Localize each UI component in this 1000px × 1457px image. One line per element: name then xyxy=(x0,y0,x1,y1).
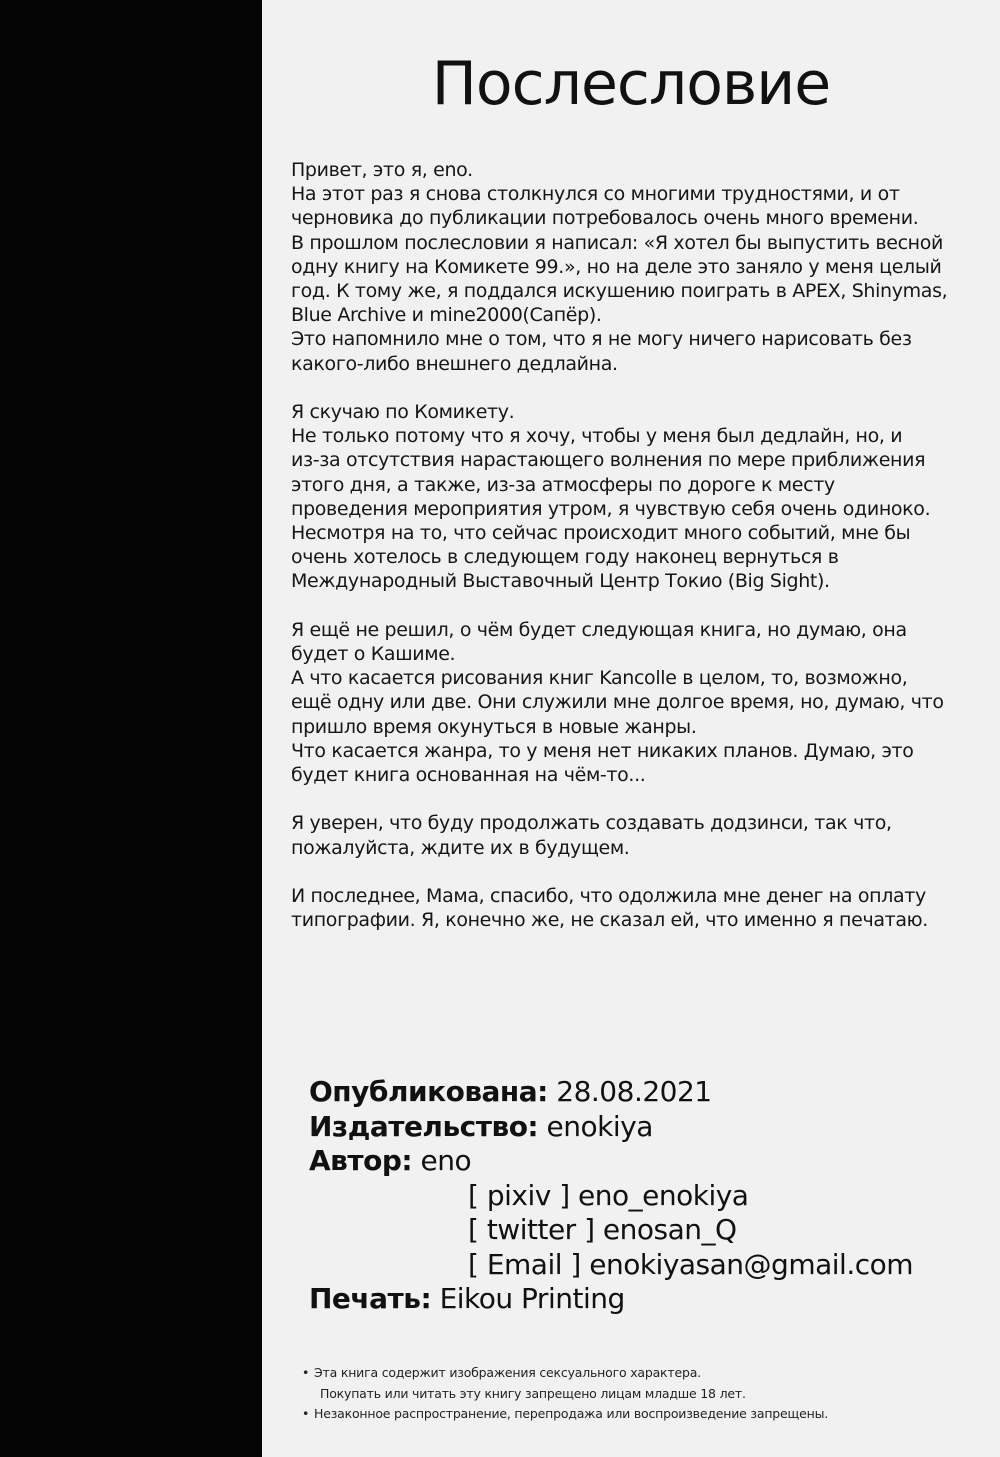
note-adult-text: Эта книга содержит изображения сексуального характера. xyxy=(314,1365,701,1380)
credit-twitter: [ twitter ] enosan_Q xyxy=(468,1213,737,1246)
credit-published-value: 28.08.2021 xyxy=(556,1075,712,1108)
credit-pixiv: [ pixiv ] eno_enokiya xyxy=(468,1178,749,1212)
note-distribution xyxy=(302,1404,962,1425)
credit-print-label: Печать: xyxy=(309,1282,432,1315)
paragraph-comiket: Я скучаю по Комикету. Не только потому что я хочу, чтобы у меня был дедлайн, но, и из-за отсутствия нарастающего волнения по мере приближения этого дня, а также, из-за атмосферы по дороге к месту проведения мероприятия утром, я чувствую себя очень одиноко. Несмотря на то, что сейчас происходит много событий, мне бы очень хотелось в следующем году наконец вернуться в Международный Выставочный Центр Токио (Big Sight). xyxy=(291,401,931,593)
credit-author xyxy=(309,1144,989,1179)
bullet-icon: • xyxy=(302,1406,310,1421)
note-distribution-text: Незаконное распространение, перепродажа или воспроизведение запрещены. xyxy=(314,1406,829,1421)
credit-print-value: Eikou Printing xyxy=(439,1282,625,1315)
paragraph-intro: Привет, это я, eno. На этот раз я снова столкнулся со многими трудностями, и от черновика до публикации потребовалось очень много времени. В прошлом послесловии я написал: «Я хотел бы выпустить весной одну книгу на Комикете 99.», но на деле это заняло у меня целый год. К тому же, я поддался искушению поиграть в APEX, Shinymas, Blue Archive и mine2000(Сапёр). Это напомнило мне о том, что я не могу ничего нарисовать без какого-либо внешнего дедлайна. xyxy=(291,159,948,375)
paragraph-next-book: Я ещё не решил, о чём будет следующая книга, но думаю, она будет о Кашиме. А что касается рисования книг Kancolle в целом, то, возможно, ещё одну или две. Они служили мне долгое время, но, думаю, что пришло время окунуться в новые жанры. Что касается жанра, то у меня нет никаких планов. Думаю, это будет книга основанная на чём-то... xyxy=(291,618,944,787)
note-adult-content xyxy=(302,1363,962,1384)
credit-author-label: Автор: xyxy=(309,1144,413,1177)
bullet-icon: • xyxy=(302,1365,310,1380)
page-title: Послесловие xyxy=(431,49,831,119)
paragraph-future: Я уверен, что буду продолжать создавать додзинси, так что, пожалуйста, ждите их в будущем. xyxy=(291,812,892,859)
afterword-text xyxy=(291,158,981,957)
credit-publisher-value: enokiya xyxy=(546,1109,653,1143)
credit-publisher-label: Издательство: xyxy=(309,1109,539,1143)
credit-email: [ Email ] enokiyasan@gmail.com xyxy=(468,1247,914,1281)
legal-notes xyxy=(302,1363,962,1425)
paragraph-thanks: И последнее, Мама, спасибо, что одолжила мне денег на оплату типографии. Я, конечно же, не сказал ей, что именно я печатаю. xyxy=(291,885,928,932)
credit-print xyxy=(309,1282,989,1317)
colophon xyxy=(309,1075,989,1317)
credit-published-label: Опубликована: xyxy=(309,1075,548,1108)
black-margin xyxy=(0,0,262,1457)
credit-published xyxy=(309,1075,989,1110)
note-age-restriction: Покупать или читать эту книгу запрещено лицам младше 18 лет. xyxy=(320,1385,746,1401)
credit-publisher xyxy=(309,1110,989,1145)
credit-author-value: eno xyxy=(420,1144,472,1177)
